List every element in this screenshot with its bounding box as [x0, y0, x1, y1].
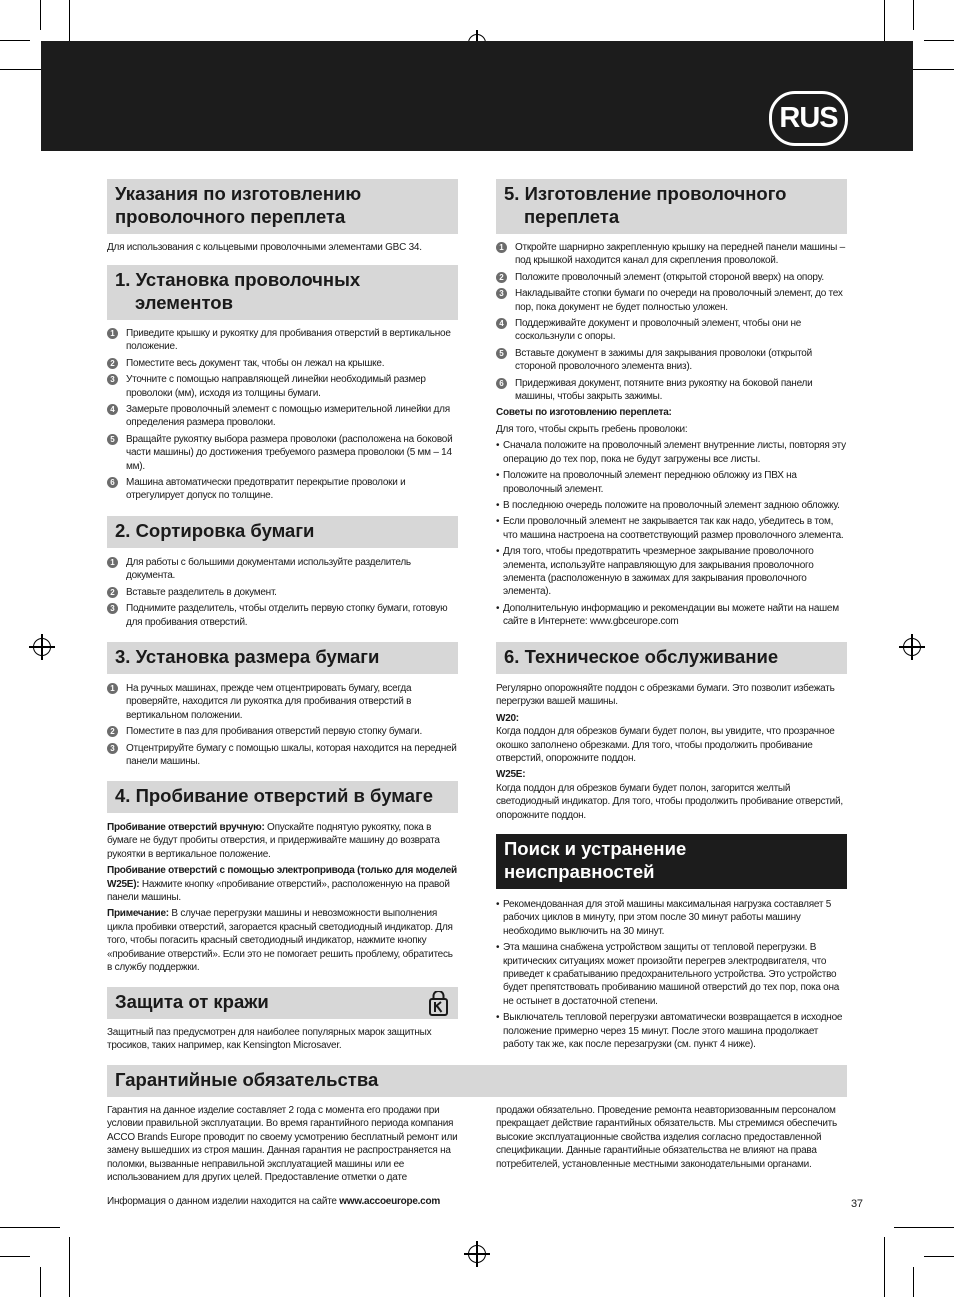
list-item: 1 Откройте шарнирно закрепленную крышку на передней панели машины – под крышкой находится канал для скрепления проволокой. [496, 241, 848, 268]
list-item: 1 На ручных машинах, прежде чем отцентрировать бумагу, всегда проверяйте, находится ли рукоятка для пробивания отверстий в вертикальном положении. [107, 682, 459, 722]
step-number-icon: 3 [107, 743, 118, 754]
list-item: 3 Поднимите разделитель, чтобы отделить первую стопку бумаги, готовую для пробивания отверстий. [107, 602, 459, 629]
crop-mark [0, 1227, 60, 1228]
crop-mark [924, 40, 954, 41]
section-3-heading: 3. Установка размера бумаги [107, 642, 458, 674]
step-number-icon: 6 [107, 477, 118, 488]
list-item: 2 Поместите в паз для пробивания отверстий первую стопку бумаги. [107, 725, 459, 738]
paragraph: Пробивание отверстий с помощью электропривода (только для моделей W25E): Нажмите кнопку «пробивание отверстий», расположенную на правой панели машины. [107, 865, 457, 904]
warranty-text-right: продажи обязательно. Проведение ремонта неавторизованным персоналом прекращает действие гарантийных обязательств. Мы стремимся обеспечить высокие эксплуатационные свойства изделия согласно предоставленной спецификации. Данные гарантийные обязательства не влияют на права потребителей, установленные местными законодательными органами. [496, 1105, 837, 1170]
crop-mark [0, 1256, 30, 1257]
intro-text: Для использования с кольцевыми проволочными элементами GBC 34. [107, 242, 422, 253]
crop-mark [913, 1267, 914, 1297]
list-item: • Рекомендованная для этой машины максимальная нагрузка составляет 5 рабочих циклов в минуту, при этом после 30 минут работы машину необходимо выключить на 30 минут. [496, 898, 848, 938]
step-number-icon: 3 [107, 603, 118, 614]
theft-text: Защитный паз предусмотрен для наиболее популярных марок защитных тросиков, таких например, как Kensington Microsaver. [107, 1027, 432, 1052]
tip-item: • Если проволочный элемент не закрывается так как надо, убедитесь в том, что машина настроена на соответствующий размер проволочного элемента. [496, 515, 848, 542]
step-number-icon: 1 [107, 557, 118, 568]
step-number-icon: 6 [496, 378, 507, 389]
list-item: 2 Поместите весь документ так, чтобы он лежал на крышке. [107, 357, 459, 370]
list-item: 4 Замерьте проволочный элемент с помощью измерительной линейки для определения размера проволоки. [107, 403, 459, 430]
section-5-heading: 5. Изготовление проволочного переплета [496, 179, 847, 234]
paragraph: Пробивание отверстий вручную: Опускайте поднятую рукоятку, пока в бумаге не будут пробиты отверстия, и придерживайте машину до возврата рукоятки в вертикальное положение. [107, 822, 440, 860]
step-number-icon: 2 [496, 272, 507, 283]
crop-mark [913, 0, 914, 30]
maintenance-intro: Регулярно опорожняйте поддон с обрезками бумаги. Это позволит избежать перегрузки вашей машины. [496, 683, 835, 708]
paragraph: Примечание: В случае перегрузки машины и невозможности выполнения цикла пробивки отверстий, загорается красный светодиодный индикатор. Для того, чтобы погасить красный светодиодный индикатор, нажмите кнопку «пробивание отверстий». Если это не помогает решить проблему, обратитесь в службу поддержки. [107, 908, 453, 974]
section-1-heading: 1. Установка проволочных элементов [107, 265, 458, 320]
w25e-label: W25E: [496, 769, 526, 781]
tip-item: • Дополнительную информацию и рекомендации вы можете найти на нашем сайте в Интернете: www.gbceurope.com [496, 602, 848, 629]
section-2-heading: 2. Сортировка бумаги [107, 516, 458, 548]
section-5-list [496, 241, 848, 632]
step-number-icon: 2 [107, 358, 118, 369]
list-item: 5 Вставьте документ в зажимы для закрывания проволоки (открытой стороной проволочного элемента вниз). [496, 347, 848, 374]
step-number-icon: 4 [107, 404, 118, 415]
registration-mark-icon [903, 638, 921, 656]
troubleshooting-heading: Поиск и устранение неисправностей [496, 834, 847, 889]
list-item: 6 Придерживая документ, потяните вниз рукоятку на боковой панели машины, чтобы закрыть зажимы. [496, 377, 848, 404]
tip-item: • Для того, чтобы предотвратить чрезмерное закрывание проволочного элемента, используйте направляющую для закрывания проволочного элемента (расположенную в зажимах для закрывания проволочного элемента). [496, 545, 848, 599]
step-number-icon: 1 [496, 242, 507, 253]
list-item: 3 Накладывайте стопки бумаги по очереди на проволочный элемент, до тех пор, пока документ не будет полностью уложен. [496, 287, 848, 314]
section-4-heading: 4. Пробивание отверстий в бумаге [107, 781, 458, 813]
list-item: 4 Поддерживайте документ и проволочный элемент, чтобы они не соскользнули с опоры. [496, 317, 848, 344]
w20-label: W20: [496, 712, 519, 724]
w20-text: Когда поддон для обрезков бумаги будет полон, вы увидите, что прозрачное окошко заполнено обрезками. Для того, чтобы продолжить пробивание отверстий, опорожните поддон. [496, 726, 835, 765]
theft-heading: Защита от кражи [107, 987, 458, 1019]
tips-intro: Для того, чтобы скрыть гребень проволоки: [496, 423, 688, 435]
step-number-icon: 1 [107, 683, 118, 694]
registration-mark-icon [468, 1245, 486, 1263]
step-number-icon: 1 [107, 328, 118, 339]
step-number-icon: 3 [107, 374, 118, 385]
website-link[interactable]: www.accoeurope.com [339, 1196, 440, 1207]
list-item: 1 Приведите крышку и рукоятку для пробивания отверстий в вертикальное положение. [107, 327, 459, 354]
registration-mark-icon [33, 638, 51, 656]
list-item: • Выключатель тепловой перегрузки автоматически возвращается в исходное положение примерно через 15 минут. После этого машина продолжает работу так же, как после перезагрузки (см. пункт 4 ниже). [496, 1011, 848, 1051]
tip-item: • Сначала положите на проволочный элемент внутренние листы, повторяя эту операцию до тех пор, пока не будут загружены все листы. [496, 439, 848, 466]
list-item: 3 Отцентрируйте бумагу с помощью шкалы, которая находится на передней панели машины. [107, 742, 459, 769]
list-item: 6 Машина автоматически предотвратит перекрытие проволоки и отрегулирует допуск по толщине. [107, 476, 459, 503]
section-4-body [107, 821, 459, 977]
crop-mark [0, 40, 30, 41]
crop-mark [69, 1237, 70, 1297]
crop-mark [924, 1256, 954, 1257]
troubleshooting-list [496, 898, 848, 1054]
instructions-heading: Указания по изготовлению проволочного переплета [107, 179, 458, 234]
tip-item: • В последнюю очередь положите на проволочный элемент заднюю обложку. [496, 499, 848, 512]
list-item: 3 Уточните с помощью направляющей линейки необходимый размер проволоки (мм), исходя из толщины бумаги. [107, 373, 459, 400]
list-item: 1 Для работы с большими документами используйте разделитель документа. [107, 556, 459, 583]
step-number-icon: 5 [107, 434, 118, 445]
language-badge: RUS [769, 91, 848, 146]
list-item: • Эта машина снабжена устройством защиты от тепловой перегрузки. В критических ситуациях может произойти перегрев электродвигателя, что приведет к срабатыванию предохранительного устройства. Это устройство будет препятствовать пробиванию машиной отверстий до тех пор, пока она не остынет в достаточной степени. [496, 941, 848, 1008]
crop-mark [40, 1267, 41, 1297]
step-number-icon: 3 [496, 288, 507, 299]
section-2-list [107, 556, 459, 632]
warranty-text-left: Гарантия на данное изделие составляет 2 года с момента его продажи при условии правильной эксплуатации. Во время гарантийного периода компания ACCO Brands Europe проводит по своему усмотрению бесплатный ремонт или замену вышедших из строя машин. Данная гарантия не распространяется на поломки, вызванные неправильной эксплуатацией машины или ее использованием для других целей. Предоставление отметки о дате [107, 1105, 458, 1184]
crop-mark [894, 1227, 954, 1228]
list-item: 5 Вращайте рукоятку выбора размера проволоки (расположена на боковой части машины) до достижения требуемого размера проволоки (5 мм – 14 мм). [107, 433, 459, 473]
section-6-heading: 6. Техническое обслуживание [496, 642, 847, 674]
tip-item: • Положите на проволочный элемент переднюю обложку из ПВХ на проволочный элемент. [496, 469, 848, 496]
w25e-text: Когда поддон для обрезков бумаги будет полон, загорится желтый светодиодный индикатор. Для того, чтобы продолжить пробивание отверстий, опорожните поддон. [496, 782, 843, 821]
step-number-icon: 4 [496, 318, 507, 329]
crop-mark [40, 0, 41, 30]
step-number-icon: 2 [107, 587, 118, 598]
product-info: Информация о данном изделии находится на сайте www.accoeurope.com [107, 1196, 440, 1207]
kensington-lock-icon [429, 991, 448, 1016]
list-item: 2 Положите проволочный элемент (открытой стороной вверх) на опору. [496, 271, 848, 284]
section-3-list [107, 682, 459, 771]
page-number: 37 [851, 1198, 863, 1210]
warranty-heading: Гарантийные обязательства [107, 1065, 847, 1097]
list-item: 2 Вставьте разделитель в документ. [107, 586, 459, 599]
section-1-list [107, 327, 459, 506]
section-6-body [496, 682, 848, 825]
tips-heading: Советы по изготовлению переплета: [496, 407, 672, 419]
step-number-icon: 5 [496, 348, 507, 359]
crop-mark [884, 1237, 885, 1297]
step-number-icon: 2 [107, 726, 118, 737]
